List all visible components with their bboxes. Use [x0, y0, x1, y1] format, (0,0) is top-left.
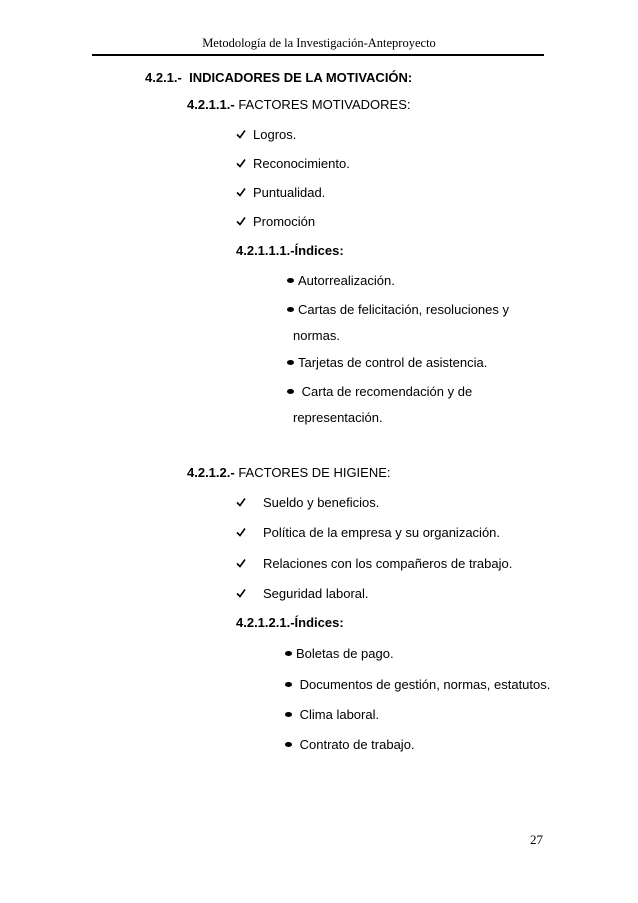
index-item: [285, 677, 550, 692]
subsection-number: 4.2.1.1.-: [187, 97, 235, 112]
list-item: [236, 185, 325, 200]
section-title: INDICADORES DE LA MOTIVACIÓN:: [189, 70, 413, 85]
bullet-icon: [287, 360, 294, 365]
index-item-continuation: representación.: [293, 410, 383, 425]
index-item: [285, 737, 415, 752]
list-item: [236, 556, 512, 571]
list-item-text: Sueldo y beneficios.: [263, 495, 380, 510]
check-icon: [236, 497, 246, 507]
check-icon: [236, 527, 246, 537]
list-item-text: Logros.: [253, 127, 297, 142]
bullet-icon: [285, 651, 292, 656]
index-item-text: Cartas de felicitación, resoluciones y: [298, 302, 509, 317]
list-item-text: Seguridad laboral.: [263, 586, 369, 601]
index-item: [285, 646, 394, 661]
index-item-text: Autorrealización.: [298, 273, 395, 288]
list-item: [236, 495, 379, 510]
indices-heading: 4.2.1.2.1.-Índices:: [236, 615, 344, 630]
list-item-text: Reconocimiento.: [253, 156, 350, 171]
subsection-motivadores-heading: [187, 97, 410, 112]
index-item-text: Carta de recomendación y de: [301, 384, 473, 399]
bullet-icon: [287, 389, 294, 394]
list-item: [236, 156, 350, 171]
check-icon: [236, 558, 246, 568]
list-item-text: Puntualidad.: [253, 185, 326, 200]
check-icon: [236, 129, 246, 139]
index-item-text: Clima laboral.: [299, 707, 380, 722]
list-item: [236, 525, 500, 540]
page-number: 27: [530, 832, 543, 847]
list-item-text: Política de la empresa y su organización.: [263, 525, 501, 540]
bullet-icon: [287, 278, 294, 283]
subsection-title: FACTORES DE HIGIENE:: [238, 465, 391, 480]
bullet-icon: [285, 682, 292, 687]
index-item-text: Documentos de gestión, normas, estatutos.: [299, 677, 551, 692]
check-icon: [236, 588, 246, 598]
bullet-icon: [287, 307, 294, 312]
list-item: [236, 214, 315, 229]
list-item: [236, 127, 296, 142]
running-header: Metodología de la Investigación-Anteproyecto: [202, 36, 436, 50]
index-item-text: Contrato de trabajo.: [299, 737, 415, 752]
index-item-continuation: normas.: [293, 328, 340, 343]
check-icon: [236, 216, 246, 226]
bullet-icon: [285, 712, 292, 717]
section-number: 4.2.1.-: [145, 70, 182, 85]
index-item: [285, 707, 379, 722]
bullet-icon: [285, 742, 292, 747]
index-item: [287, 273, 395, 288]
index-item-text: Tarjetas de control de asistencia.: [298, 355, 488, 370]
list-item-text: Promoción: [253, 214, 316, 229]
index-item: [287, 384, 472, 399]
list-item: [236, 586, 369, 601]
index-item-text: Boletas de pago.: [296, 646, 394, 661]
check-icon: [236, 187, 246, 197]
header-rule: [92, 54, 544, 56]
subsection-number: 4.2.1.2.-: [187, 465, 235, 480]
subsection-title: FACTORES MOTIVADORES:: [238, 97, 411, 112]
list-item-text: Relaciones con los compañeros de trabajo.: [263, 556, 513, 571]
index-item: [287, 355, 487, 370]
index-item: [287, 302, 509, 317]
section-heading: [145, 70, 412, 85]
subsection-higiene-heading: [187, 465, 391, 480]
check-icon: [236, 158, 246, 168]
indices-heading: 4.2.1.1.1.-Índices:: [236, 243, 344, 258]
